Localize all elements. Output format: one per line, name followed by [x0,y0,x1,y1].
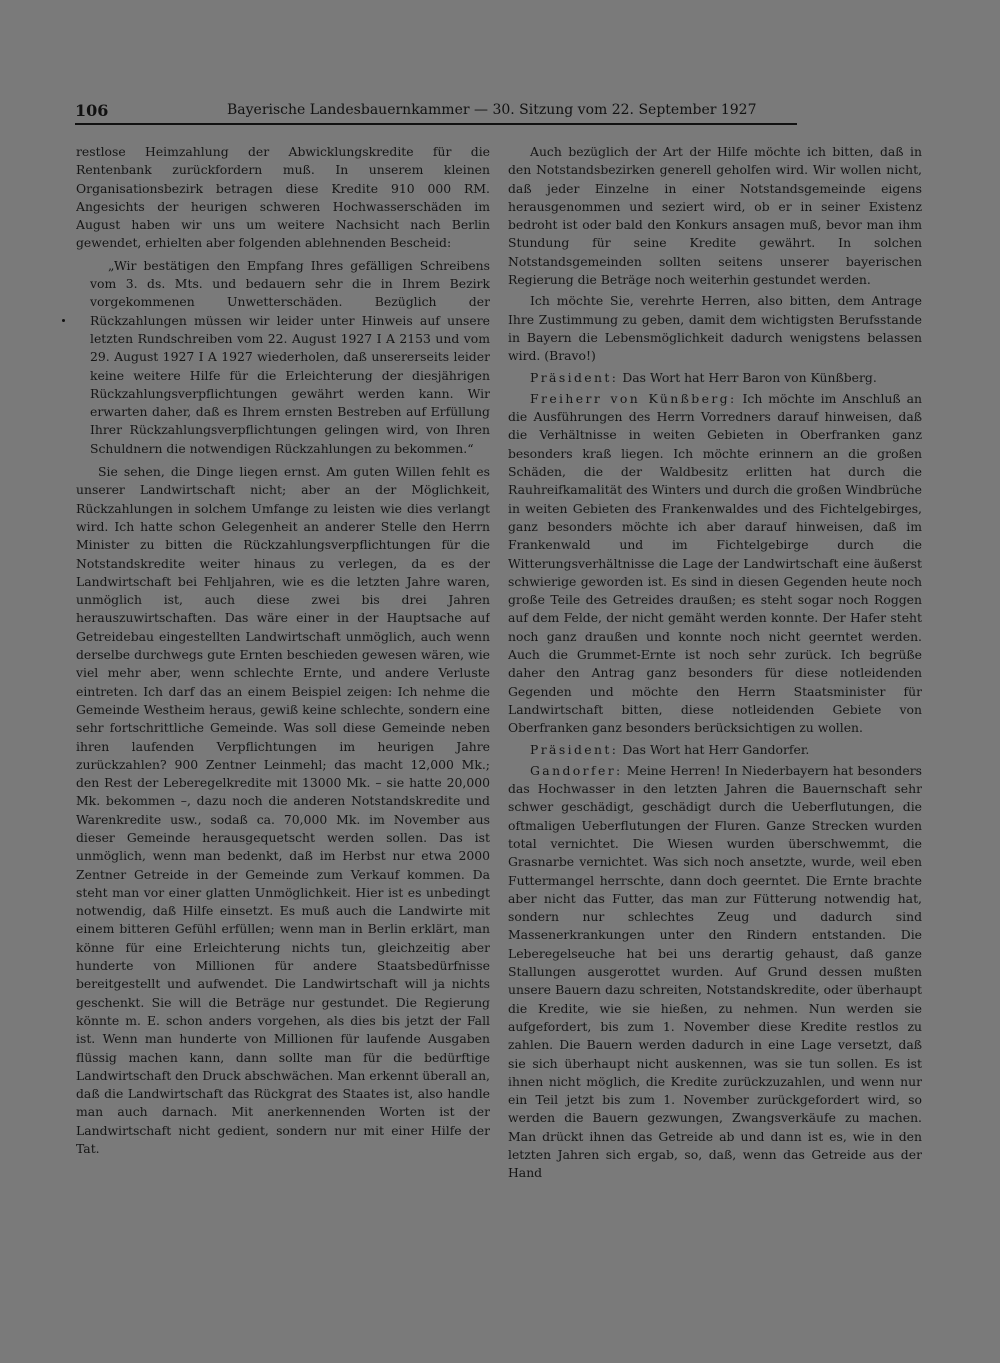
speech-text: Das Wort hat Herr Baron von Künßberg. [622,369,877,385]
paragraph: Sie sehen, die Dinge liegen ernst. Am guten Willen fehlt es unserer Landwirtschaft nicht; aber an der Möglichkeit, Rückzahlungen in solchem Umfange zu leisten wie dies verlangt wird. Ich hatte schon Gelegenheit an anderer Stelle den Herrn Minister zu bitten die Rückzahlungsverpflichtungen für die Notstandskredite weiter hinaus zu verlegen, da es der Landwirtschaft bei Fehljahren, wie es die letzten Jahre waren, unmöglich ist, auch diese zwei bis drei Jahren herauszuwirtschaften. Das wäre einer in der Hauptsache auf Getreidebau eingestellten Landwirtschaft unmöglich, auch wenn derselbe durchwegs gute Ernten beschieden gewesen wären, wie viel mehr aber, wenn schlechte Ernte, und andere Verluste eintreten. Ich darf das an einem Beispiel zeigen: Ich nehme die Gemeinde Westheim heraus, gewiß keine schlechte, sondern eine sehr fortschrittliche Gemeinde. Was soll diese Gemeinde neben ihren laufenden Verpflichtungen im heurigen Jahre zurückzahlen? 900 Zentner Leinmehl; das macht 12,000 Mk.; den Rest der Leberegelkredite mit 13000 Mk. – sie hatte 20,000 Mk. bekommen –, dazu noch die anderen Notstandskredite und Warenkredite usw., sodaß ca. 70,000 Mk. im November aus dieser Gemeinde herausgequetscht werden sollen. Das ist unmöglich, wenn man bedenkt, daß im Herbst nur etwa 2000 Zentner Getreide in der Gemeinde zum Verkauf kommen. Da steht man vor einer glatten Unmöglichkeit. Hier ist es unbedingt notwendig, daß Hilfe einsetzt. Es muß auch die Landwirte mit einem bitteren Gefühl erfüllen; wenn man in Berlin erklärt, man könne für eine Erleichterung nichts tun, gleichzeitig aber hunderte von Millionen für andere Staatsbedürfnisse bereitgestellt und aufwendet. Die Landwirtschaft will ja nichts geschenkt. Sie will die Beträge nur gestundet. Die Regierung könnte m. E. schon anders vorgehen, als dies bis jetzt der Fall ist. Wenn man hunderte von Millionen für laufende Ausgaben flüssig machen kann, dann sollte man für die bedürftige Landwirtschaft den Druck abschwächen. Man erkennt überall an, daß die Landwirtschaft das Rückgrat des Staates ist, also handle man auch darnach. Mit anerkennenden Worten ist der Landwirtschaft nicht gedient, sondern nur mit einer Hilfe der Tat. [76,464,490,1157]
speaker-name: Freiherr von Künßberg: [530,390,737,406]
running-title: Bayerische Landesbauernkammer — 30. Sitzung vom 22. September 1927 [227,102,757,118]
speaker-paragraph [508,369,922,387]
speaker-name: Gandorfer: [530,762,623,778]
speaker-name: Präsident: [530,741,619,757]
speaker-name: Präsident: [530,369,619,385]
speaker-paragraph [508,390,922,738]
page-number: 106 [75,101,109,120]
left-column [76,143,490,1243]
page-header [75,101,797,125]
right-column [508,143,922,1243]
speaker-paragraph [508,762,922,1183]
paragraph: Ich möchte Sie, verehrte Herren, also bitten, dem Antrage Ihre Zustimmung zu geben, damit dem wichtigsten Berufsstande in Bayern die Lebensmöglichkeit dadurch wenigstens belassen wird. (Bravo!) [508,293,922,364]
quoted-letter: „Wir bestätigen den Empfang Ihres gefälligen Schreibens vom 3. ds. Mts. und bedauern sehr die in Ihrem Bezirk vorgekommenen Unwetterschäden. Bezüglich der Rückzahlungen müssen wir leider unter Hinweis auf unsere letzten Rundschreiben vom 22. August 1927 I A 2153 und vom 29. August 1927 I A 1927 wiederholen, daß unsererseits leider keine weitere Hilfe für die Erleichterung der diesjährigen Rückzahlungsverpflichtungen gewährt werden kann. Wir erwarten daher, daß es Ihrem ernsten Bestreben auf Erfüllung Ihrer Rückzahlungsverpflichtungen gelingen wird, von Ihren Schuldnern die notwendigen Rückzahlungen zu bekommen.“ [90,257,490,456]
paragraph: Auch bezüglich der Art der Hilfe möchte ich bitten, daß in den Notstandsbezirken generell geholfen wird. Wir wollen nicht, daß jeder Einzelne in einer Notstandsgemeinde eigens herausgenommen und seziert wird, ob er in seiner Existenz bedroht ist oder bald den Konkurs ansagen muß, bevor man ihm Stundung für seine Kredite gewährt. In solchen Notstandsgemeinden sollten seitens unserer bayerischen Regierung die Beträge noch weiterhin gestundet werden. [508,144,922,288]
paragraph: restlose Heimzahlung der Abwicklungskredite für die Rentenbank zurückfordern muß. In unserem kleinen Organisationsbezirk betragen diese Kredite 910 000 RM. Angesichts der heurigen schweren Hochwasserschäden im August haben wir uns um weitere Nachsicht nach Berlin gewendet, erhielten aber folgenden ablehnenden Bescheid: [76,144,490,251]
speech-text: Ich möchte im Anschluß an die Ausführungen des Herrn Vorredners darauf hinweisen, daß die Verhältnisse in weiten Gebieten in Oberfranken ganz besonders kraß liegen. Ich möchte erinnern an die großen Schäden, die der Waldbesitz erlitten hat durch die Rauhreifkamalität des Winters und durch die großen Windbrüche in weiten Gebieten des Frankenwaldes und des Fichtelgebirges, ganz besonders möchte ich aber darauf hinweisen, daß im Frankenwald und im Fichtelgebirge durch die Witterungsverhältnisse die Lage der Landwirtschaft eine äußerst schwierige geworden ist. Es sind in diesen Gegenden heute noch große Teile des Getreides draußen; es steht sogar noch Roggen auf dem Felde, der nicht gemäht werden konnte. Der Hafer steht noch ganz draußen und konnte noch nicht geerntet werden. Auch die Grummet-Ernte ist noch sehr zurück. Ich begrüße daher den Antrag ganz besonders für diese notleidenden Gegenden und möchte den Herrn Staatsminister für Landwirtschaft bitten, diese notleidenden Gebiete von Oberfranken ganz besonders berücksichtigen zu wollen. [508,390,922,736]
speech-text: Das Wort hat Herr Gandorfer. [622,741,810,757]
speech-text: Meine Herren! In Niederbayern hat besonders das Hochwasser in den letzten Jahren die Bauernschaft sehr schwer geschädigt, geschädigt durch die Ueberflutungen, die oftmaligen Ueberflutungen der Fluren. Ganze Strecken wurden total vernichtet. Die Wiesen wurden überschwemmt, die Grasnarbe vernichtet. Was sich noch ansetzte, wurde, weil eben Futtermangel herrschte, dann doch geerntet. Die Ernte brachte aber nicht das Futter, das man zur Fütterung notwendig hat, sondern nur schlechtes Zeug und dadurch sind Massenerkrankungen unter den Rindern entstanden. Die Leberegelseuche hat bei uns derartig gehaust, daß ganze Stallungen ausgerottet wurden. Auf Grund dessen mußten unsere Bauern dazu schreiten, Notstandskredite, oder überhaupt die Kredite, wie sie hießen, zu nehmen. Nun werden sie aufgefordert, bis zum 1. November diese Kredite restlos zu zahlen. Die Bauern werden dadurch in eine Lage versetzt, daß sie sich überhaupt nicht auskennen, was sie tun sollen. Es ist ihnen nicht möglich, die Kredite zurückzuzahlen, und wenn nur ein Teil jetzt bis zum 1. November zurückgefordert wird, so werden die Bauern gezwungen, Zwangsverkäufe zu machen. Man drückt ihnen das Getreide ab und dann ist es, wie in den letzten Jahren sich ergab, so, daß, wenn das Getreide aus der Hand [508,762,922,1181]
speaker-paragraph [508,741,922,759]
margin-mark [62,319,65,322]
